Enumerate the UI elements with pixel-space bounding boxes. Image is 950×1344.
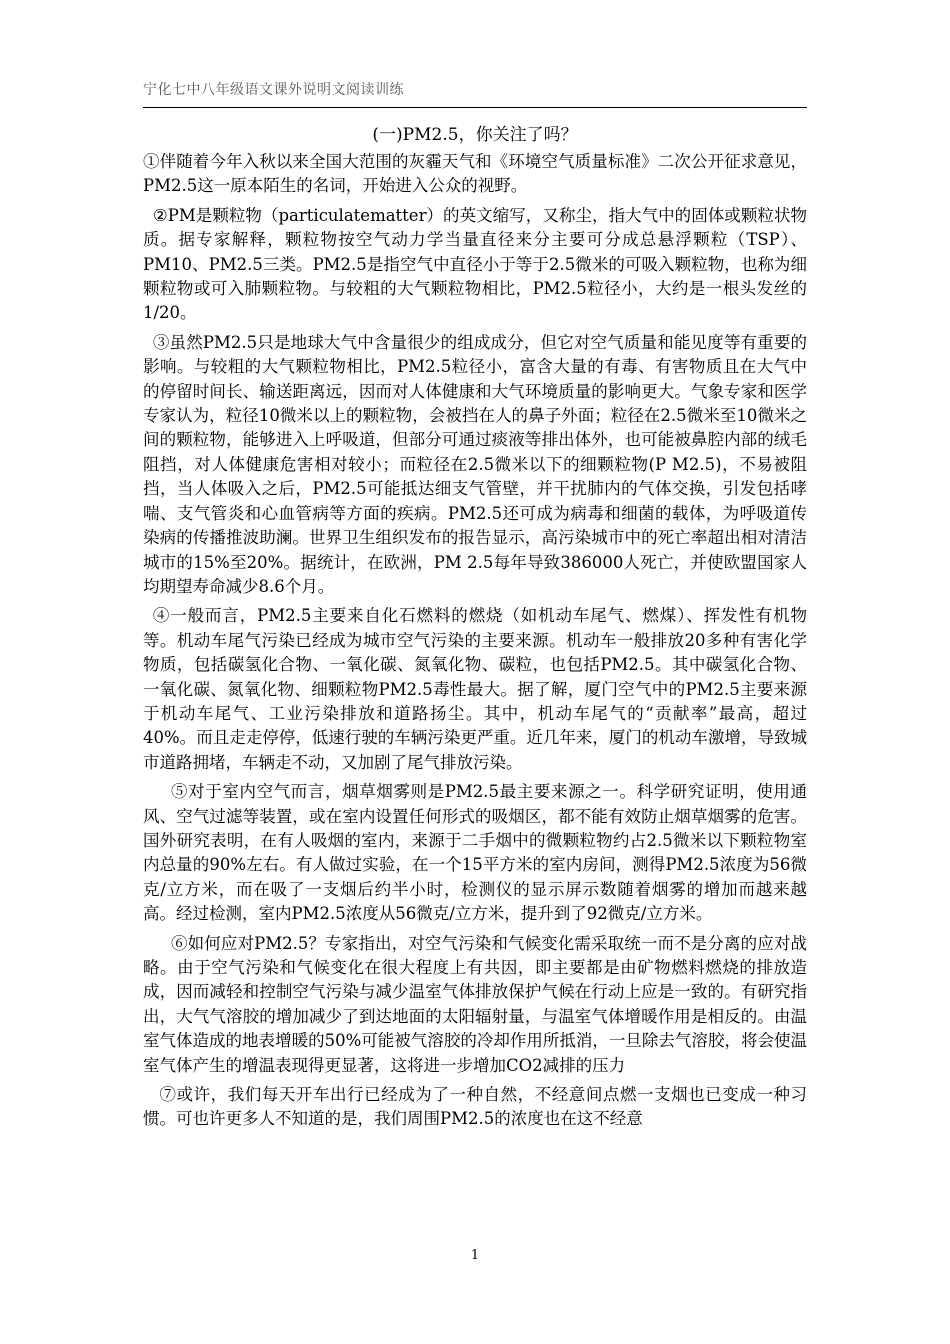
header-title: 宁化七中八年级语文课外说明文阅读训练	[143, 82, 404, 98]
page-number: 1	[470, 1248, 480, 1263]
paragraph-6: ⑥如何应对PM2.5？专家指出，对空气污染和气候变化需采取统一而不是分离的应对战略。由于空气污染和气候变化在很大程度上有共因，即主要都是由矿物燃料燃烧的排放造成，因而减轻和控制空气污染与减少温室气体排放保护气候在行动上应是一致的。有研究指出，大气气溶胶的增加减少了到达地面的太阳辐射量，与温室气体增暖作用是相反的。由温室气体造成的地表增暖的50%可能被气溶胶的冷却作用所抵消，一旦除去气溶胶，将会使温室气体产生的增温表现得更显著，这将进一步增加CO2减排的压力	[143, 933, 807, 1075]
page-header	[143, 77, 807, 108]
paragraph-7: ⑦或许，我们每天开车出行已经成为了一种自然，不经意间点燃一支烟也已变成一种习惯。可也许更多人不知道的是，我们周围PM2.5的浓度也在这不经意	[143, 1085, 807, 1129]
paragraph-3: ③虽然PM2.5只是地球大气中含量很少的组成成分，但它对空气质量和能见度等有重要的影响。与较粗的大气颗粒物相比，PM2.5粒径小，富含大量的有毒、有害物质且在大气中的停留时间长、输送距离远，因而对人体健康和大气环境质量的影响更大。气象专家和医学专家认为，粒径10微米以上的颗粒物，会被挡在人的鼻子外面；粒径在2.5微米至10微米之间的颗粒物，能够进入上呼吸道，但部分可通过痰液等排出体外，也可能被鼻腔内部的绒毛阻挡，对人体健康危害相对较小；而粒径在2.5微米以下的细颗粒物(P M2.5)，不易被阻挡，当人体吸入之后，PM2.5可能抵达细支气管壁，并干扰肺内的气体交换，引发包括哮喘、支气管炎和心血管病等方面的疾病。PM2.5还可成为病毒和细菌的载体，为呼吸道传染病的传播推波助澜。世界卫生组织发布的报告显示，高污染城市中的死亡率超出相对清洁城市的15%至20%。据统计，在欧洲，PM 2.5每年导致386000人死亡，并使欧盟国家人均期望寿命减少8.6个月。	[143, 332, 807, 596]
paragraph-2: ②PM是颗粒物（particulatematter）的英文缩写，又称尘，指大气中的固体或颗粒状物质。据专家解释，颗粒物按空气动力学当量直径来分主要可分成总悬浮颗粒（TSP）、PM10、PM2.5三类。PM2.5是指空气中直径小于等于2.5微米的可吸入颗粒物，也称为细颗粒物或可入肺颗粒物。与较粗的大气颗粒物相比，PM2.5粒径小，大约是一根头发丝的1/20。	[143, 205, 807, 323]
article	[143, 122, 807, 1137]
paragraph-5: ⑤对于室内空气而言，烟草烟雾则是PM2.5最主要来源之一。科学研究证明，使用通风、空气过滤等装置，或在室内设置任何形式的吸烟区，都不能有效防止烟草烟雾的危害。国外研究表明，在有人吸烟的室内，来源于二手烟中的微颗粒物约占2.5微米以下颗粒物室内总量的90%左右。有人做过实验，在一个15平方米的室内房间，测得PM2.5浓度为56微克/立方米，而在吸了一支烟后约半小时，检测仪的显示屏示数随着烟雾的增加而越来越高。经过检测，室内PM2.5浓度从56微克/立方米，提升到了92微克/立方米。	[143, 782, 807, 924]
paragraph-4: ④一般而言，PM2.5主要来自化石燃料的燃烧（如机动车尾气、燃煤）、挥发性有机物等。机动车尾气污染已经成为城市空气污染的主要来源。机动车一般排放20多种有害化学物质，包括碳氢化合物、一氧化碳、氮氧化物、碳粒，也包括PM2.5。其中碳氢化合物、一氧化碳、氮氧化物、细颗粒物PM2.5毒性最大。据了解，厦门空气中的PM2.5主要来源于机动车尾气、工业污染排放和道路扬尘。其中，机动车尾气的“贡献率”最高，超过40%。而且走走停停，低速行驶的车辆污染更严重。近几年来，厦门的机动车激增，导致城市道路拥堵，车辆走不动，又加剧了尾气排放污染。	[143, 606, 807, 772]
article-title: (一)PM2.5，你关注了吗？	[372, 125, 578, 145]
paragraph-1: ①伴随着今年入秋以来全国大范围的灰霾天气和《环境空气质量标准》二次公开征求意见，PM2.5这一原本陌生的名词，开始进入公众的视野。	[143, 152, 807, 196]
